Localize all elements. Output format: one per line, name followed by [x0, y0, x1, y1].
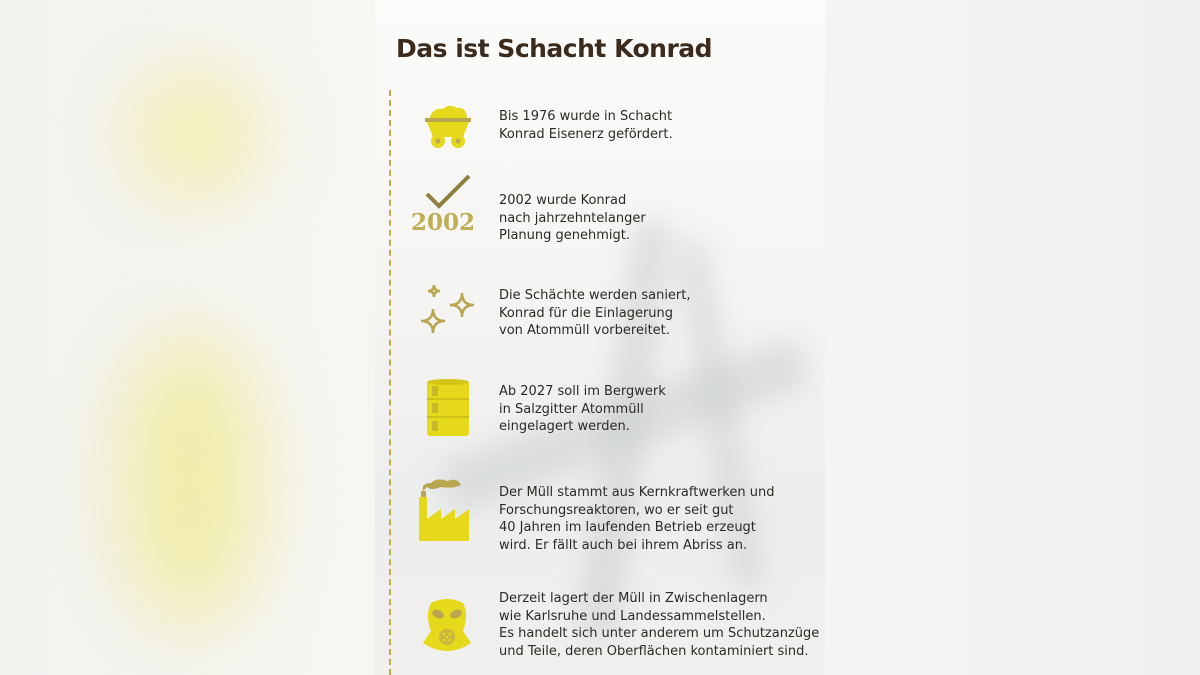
timeline-item-text: 2002 wurde Konrad nach jahrzehntelanger Planung genehmigt.	[499, 193, 646, 243]
background-blur	[130, 70, 260, 200]
mine-cart-icon	[423, 103, 473, 151]
checkmark-icon	[425, 174, 471, 210]
timeline-item-text: Der Müll stammt aus Kernkraftwerken und Forschungsreaktoren, wo er seit gut 40 Jahren im laufenden Betrieb erzeugt wird. Er fällt auch bei ihrem Abriss an.	[499, 485, 775, 553]
timeline-item-text: Derzeit lagert der Müll in Zwischenlagern wie Karlsruhe und Landessammelstellen. Es handelt sich unter anderem um Schutzanzüge und Teile, deren Oberflächen kontaminiert sind.	[499, 591, 820, 659]
timeline-item-text: Ab 2027 soll im Bergwerk in Salzgitter Atommüll eingelagert werden.	[499, 384, 666, 434]
year-label: 2002	[411, 209, 476, 236]
gas-mask-icon	[419, 597, 475, 653]
sparkle-icon	[419, 283, 479, 337]
timeline-item-text: Bis 1976 wurde in Schacht Konrad Eisenerz gefördert.	[499, 109, 673, 142]
background-blur	[120, 330, 260, 630]
timeline-item-text: Die Schächte werden saniert, Konrad für die Einlagerung von Atommüll vorbereitet.	[499, 288, 691, 338]
timeline-dashed-line	[389, 90, 391, 675]
factory-icon	[417, 477, 473, 543]
barrel-icon	[425, 378, 471, 438]
page-title: Das ist Schacht Konrad	[396, 34, 713, 63]
infographic-panel	[375, 0, 825, 675]
